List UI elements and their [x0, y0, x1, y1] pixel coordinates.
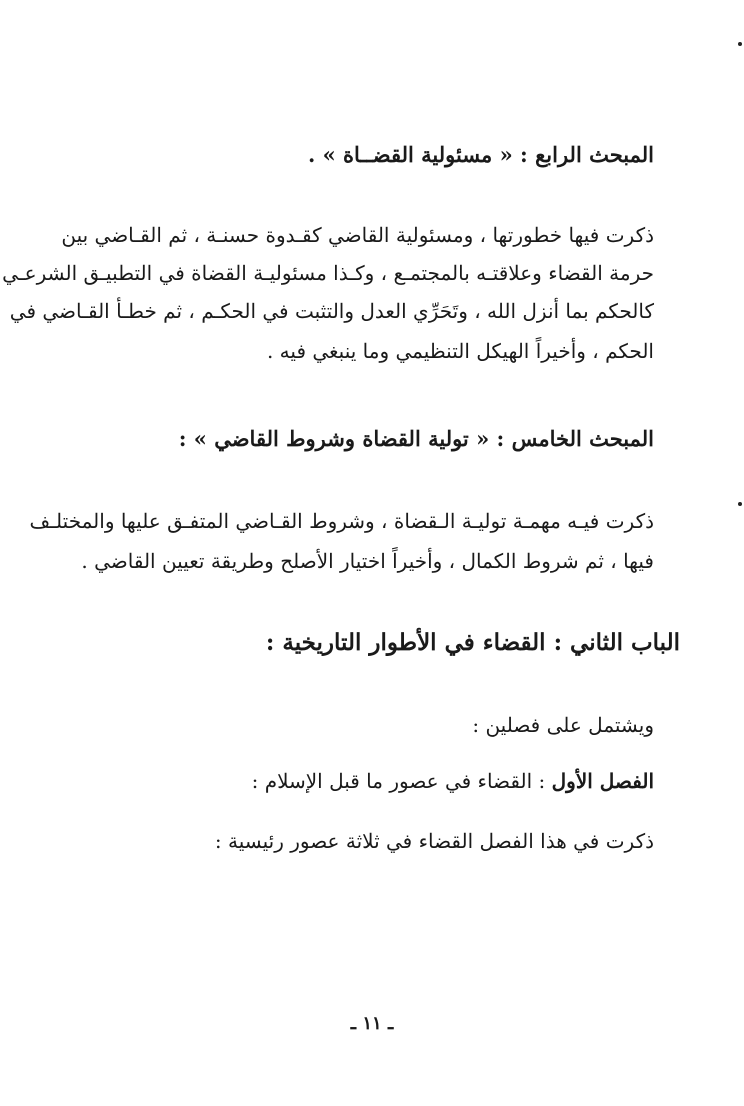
paragraph5-line-1: ذكرت فيـه مهمـة توليـة الـقضاة ، وشروط القـاضي المتفـق عليها والمختلـف — [29, 509, 654, 533]
chapter1-line: ذكرت في هذا الفصل القضاء في ثلاثة عصور رئيسية : — [214, 829, 654, 853]
chapter1-label: الفصل الأول — [551, 769, 654, 793]
paragraph5-line-2: فيها ، ثم شروط الكمال ، وأخيراً اختيار الأصلح وطريقة تعيين القاضي . — [81, 549, 654, 573]
margin-dot-middle — [738, 502, 742, 506]
intro-line: ويشتمل على فصلين : — [472, 713, 654, 737]
section4-heading: المبحث الرابع : « مسئولية القضــاة » . — [308, 142, 654, 167]
chapter1-text: : القضاء في عصور ما قبل الإسلام : — [251, 769, 552, 793]
paragraph4-line-4: الحكم ، وأخيراً الهيكل التنظيمي وما ينبغي فيه . — [266, 339, 654, 363]
section5-heading: المبحث الخامس : « تولية القضاة وشروط القاضي » : — [178, 426, 654, 451]
margin-dot-top — [738, 42, 742, 46]
part2-heading: الباب الثاني : القضاء في الأطوار التاريخية : — [265, 629, 680, 656]
chapter1-heading — [74, 766, 654, 796]
paragraph4-line-3: كالحكم بما أنزل الله ، وتَحَرِّي العدل والتثبت في الحكـم ، ثم خطـأ القـاضي في — [9, 299, 654, 323]
page-number: ـ ١١ ـ — [350, 1013, 394, 1034]
paragraph4-line-2: حرمة القضاء وعلاقتـه بالمجتمـع ، وكـذا مسئوليـة القضاة في التطبيـق الشرعـي — [2, 261, 654, 285]
paragraph4-line-1: ذكرت فيها خطورتها ، ومسئولية القاضي كقـدوة حسنـة ، ثم القـاضي بين — [61, 223, 654, 247]
